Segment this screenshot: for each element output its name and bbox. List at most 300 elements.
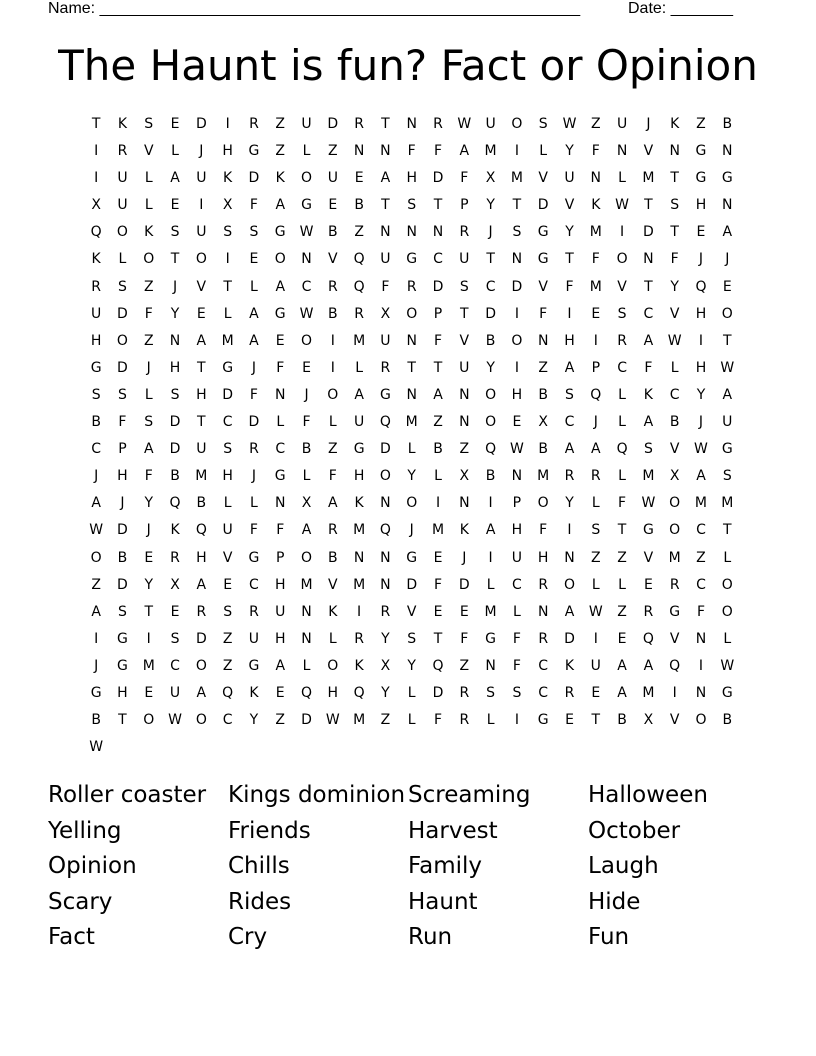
grid-letter[interactable]: B — [538, 441, 548, 458]
grid-letter[interactable]: I — [593, 332, 598, 349]
grid-letter[interactable]: Z — [222, 630, 233, 647]
grid-letter[interactable]: U — [222, 522, 233, 539]
grid-letter[interactable]: J — [251, 359, 256, 376]
grid-letter[interactable]: S — [459, 278, 469, 295]
grid-letter[interactable]: T — [144, 603, 154, 620]
grid-letter[interactable]: Y — [670, 278, 679, 295]
grid-letter[interactable]: T — [118, 712, 127, 729]
grid-letter[interactable]: U — [91, 305, 102, 322]
grid-letter[interactable]: O — [669, 522, 681, 539]
grid-letter[interactable]: O — [511, 332, 523, 349]
grid-letter[interactable]: J — [698, 251, 704, 268]
grid-letter[interactable]: D — [117, 522, 128, 539]
grid-letter[interactable]: K — [170, 522, 180, 539]
grid-letter[interactable]: N — [406, 386, 417, 403]
grid-letter[interactable]: Z — [696, 549, 706, 566]
grid-letter[interactable]: C — [249, 576, 259, 593]
grid-letter[interactable]: Q — [353, 278, 365, 295]
grid-letter[interactable]: Q — [353, 684, 365, 701]
grid-letter[interactable]: I — [514, 305, 519, 322]
grid-letter[interactable]: B — [117, 549, 128, 566]
grid-letter[interactable]: T — [223, 278, 232, 295]
grid-letter[interactable]: D — [327, 116, 339, 132]
grid-letter[interactable]: B — [91, 712, 101, 729]
grid-letter[interactable]: I — [94, 143, 99, 160]
grid-letter[interactable]: E — [144, 549, 154, 566]
grid-letter[interactable]: Z — [459, 657, 470, 674]
grid-letter[interactable]: T — [670, 224, 679, 241]
grid-letter[interactable]: G — [248, 143, 260, 160]
grid-letter[interactable]: V — [669, 305, 680, 322]
grid-letter[interactable]: G — [406, 549, 418, 566]
grid-letter[interactable]: X — [380, 305, 391, 322]
grid-letter[interactable]: R — [538, 576, 549, 593]
grid-letter[interactable]: N — [537, 603, 549, 620]
grid-letter[interactable]: T — [722, 332, 732, 349]
grid-letter[interactable]: U — [380, 251, 391, 268]
grid-letter[interactable]: J — [251, 468, 256, 485]
grid-letter[interactable]: Z — [696, 116, 706, 132]
grid-letter[interactable]: G — [721, 170, 733, 187]
grid-letter[interactable]: Z — [275, 116, 286, 132]
grid-letter[interactable]: G — [90, 359, 102, 376]
grid-letter[interactable]: J — [698, 414, 704, 431]
grid-letter[interactable]: N — [274, 495, 286, 512]
grid-letter[interactable]: G — [301, 197, 312, 214]
grid-letter[interactable]: W — [641, 495, 656, 512]
grid-letter[interactable]: C — [643, 305, 654, 322]
grid-letter[interactable]: E — [696, 224, 706, 241]
grid-letter[interactable]: R — [249, 441, 259, 458]
grid-letter[interactable]: I — [567, 305, 572, 322]
grid-letter[interactable]: N — [511, 468, 523, 485]
grid-letter[interactable]: K — [328, 603, 338, 620]
grid-letter[interactable]: E — [170, 116, 180, 132]
grid-letter[interactable]: G — [379, 386, 391, 403]
grid-letter[interactable]: S — [170, 386, 180, 403]
grid-letter[interactable]: V — [643, 549, 654, 566]
grid-letter[interactable]: K — [354, 495, 364, 512]
grid-letter[interactable]: L — [723, 630, 732, 647]
grid-letter[interactable]: X — [459, 468, 470, 485]
grid-letter[interactable]: P — [433, 305, 443, 322]
grid-letter[interactable]: W — [720, 657, 735, 674]
grid-letter[interactable]: T — [512, 197, 522, 214]
grid-letter[interactable]: W — [299, 305, 314, 322]
grid-letter[interactable]: T — [433, 359, 443, 376]
grid-letter[interactable]: V — [143, 143, 154, 160]
grid-letter[interactable]: A — [459, 143, 470, 160]
grid-letter[interactable]: T — [644, 278, 653, 295]
grid-letter[interactable]: B — [617, 712, 627, 729]
grid-letter[interactable]: J — [146, 359, 151, 376]
grid-letter[interactable]: V — [222, 549, 233, 566]
grid-letter[interactable]: K — [91, 251, 101, 268]
grid-letter[interactable]: L — [486, 576, 495, 593]
grid-letter[interactable]: G — [117, 657, 128, 674]
grid-letter[interactable]: E — [354, 170, 364, 187]
grid-letter[interactable]: G — [721, 441, 733, 458]
grid-letter[interactable]: O — [485, 386, 497, 403]
grid-letter[interactable]: R — [354, 116, 364, 132]
grid-letter[interactable]: Z — [275, 712, 286, 729]
grid-letter[interactable]: C — [485, 278, 496, 295]
grid-letter[interactable]: V — [538, 278, 548, 295]
grid-letter[interactable]: S — [249, 224, 259, 241]
grid-letter[interactable]: Y — [565, 143, 574, 160]
grid-letter[interactable]: B — [722, 116, 733, 132]
grid-letter[interactable]: E — [170, 197, 180, 214]
grid-letter[interactable]: L — [618, 468, 626, 485]
grid-letter[interactable]: M — [537, 468, 550, 485]
grid-letter[interactable]: C — [696, 576, 706, 593]
grid-letter[interactable]: J — [146, 522, 151, 539]
grid-letter[interactable]: D — [406, 576, 418, 593]
grid-letter[interactable]: C — [433, 251, 443, 268]
grid-letter[interactable]: D — [117, 359, 128, 376]
grid-letter[interactable]: J — [646, 116, 651, 132]
grid-letter[interactable]: X — [222, 197, 233, 214]
grid-letter[interactable]: N — [406, 332, 417, 349]
grid-letter[interactable]: R — [643, 603, 654, 620]
grid-letter[interactable]: S — [118, 603, 127, 620]
grid-letter[interactable]: M — [642, 170, 655, 187]
grid-letter[interactable]: C — [301, 278, 312, 295]
grid-letter[interactable]: Q — [353, 251, 365, 268]
grid-letter[interactable]: L — [407, 712, 416, 729]
grid-letter[interactable]: N — [301, 251, 312, 268]
grid-letter[interactable]: U — [169, 684, 181, 701]
grid-letter[interactable]: B — [328, 549, 338, 566]
grid-letter[interactable]: A — [433, 386, 443, 403]
grid-letter[interactable]: R — [117, 143, 128, 160]
grid-letter[interactable]: W — [509, 441, 524, 458]
grid-letter[interactable]: A — [249, 305, 259, 322]
grid-letter[interactable]: H — [327, 684, 339, 701]
grid-letter[interactable]: R — [249, 116, 259, 132]
grid-letter[interactable]: Q — [669, 657, 681, 674]
grid-letter[interactable]: L — [302, 143, 311, 160]
grid-letter[interactable]: H — [196, 549, 207, 566]
grid-letter[interactable]: L — [223, 495, 232, 512]
grid-letter[interactable]: L — [618, 414, 626, 431]
grid-letter[interactable]: N — [380, 224, 391, 241]
grid-letter[interactable]: T — [486, 251, 495, 268]
grid-letter[interactable]: Z — [91, 576, 101, 593]
grid-letter[interactable]: F — [118, 414, 127, 431]
grid-letter[interactable]: B — [301, 441, 312, 458]
grid-letter[interactable]: F — [433, 143, 443, 160]
grid-letter[interactable]: R — [249, 603, 259, 620]
grid-letter[interactable]: Q — [379, 522, 391, 539]
grid-letter[interactable]: C — [275, 441, 286, 458]
grid-letter[interactable]: R — [617, 332, 627, 349]
grid-letter[interactable]: O — [406, 305, 418, 322]
grid-letter[interactable]: M — [353, 332, 366, 349]
grid-letter[interactable]: H — [222, 468, 233, 485]
grid-letter[interactable]: V — [617, 278, 627, 295]
grid-letter[interactable]: Y — [144, 495, 154, 512]
grid-letter[interactable]: B — [538, 386, 548, 403]
grid-letter[interactable]: Q — [222, 684, 234, 701]
grid-letter[interactable]: L — [618, 170, 626, 187]
grid-letter[interactable]: A — [564, 441, 575, 458]
grid-letter[interactable]: P — [118, 441, 127, 458]
grid-letter[interactable]: L — [618, 576, 626, 593]
grid-letter[interactable]: S — [223, 441, 233, 458]
grid-letter[interactable]: W — [615, 197, 629, 214]
grid-letter[interactable]: B — [328, 224, 338, 241]
grid-letter[interactable]: Z — [538, 359, 548, 376]
grid-letter[interactable]: O — [721, 603, 733, 620]
grid-letter[interactable]: Z — [222, 657, 233, 674]
grid-letter[interactable]: H — [406, 170, 417, 187]
grid-letter[interactable]: U — [722, 414, 733, 431]
grid-letter[interactable]: T — [617, 522, 627, 539]
grid-letter[interactable]: X — [380, 657, 391, 674]
grid-letter[interactable]: L — [407, 441, 416, 458]
grid-letter[interactable]: E — [275, 332, 285, 349]
grid-letter[interactable]: L — [591, 576, 600, 593]
grid-letter[interactable]: F — [512, 630, 521, 647]
grid-letter[interactable]: S — [407, 197, 417, 214]
grid-letter[interactable]: U — [485, 116, 496, 132]
grid-letter[interactable]: P — [591, 359, 601, 376]
grid-letter[interactable]: N — [274, 386, 286, 403]
grid-letter[interactable]: H — [196, 386, 207, 403]
grid-letter[interactable]: E — [170, 603, 180, 620]
grid-letter[interactable]: Z — [380, 712, 391, 729]
grid-letter[interactable]: J — [725, 251, 730, 268]
grid-letter[interactable]: E — [144, 684, 154, 701]
grid-letter[interactable]: W — [325, 712, 340, 729]
grid-letter[interactable]: B — [669, 414, 680, 431]
grid-letter[interactable]: O — [274, 251, 286, 268]
grid-letter[interactable]: G — [695, 170, 707, 187]
grid-letter[interactable]: M — [694, 495, 708, 512]
grid-letter[interactable]: G — [248, 657, 260, 674]
grid-letter[interactable]: O — [116, 332, 128, 349]
grid-letter[interactable]: M — [405, 414, 418, 431]
grid-letter[interactable]: U — [459, 251, 470, 268]
grid-letter[interactable]: F — [539, 305, 548, 322]
grid-letter[interactable]: S — [407, 630, 417, 647]
grid-letter[interactable]: O — [195, 712, 207, 729]
grid-letter[interactable]: E — [591, 305, 601, 322]
grid-letter[interactable]: V — [406, 603, 417, 620]
grid-letter[interactable]: A — [643, 332, 654, 349]
grid-letter[interactable]: Q — [616, 441, 628, 458]
grid-letter[interactable]: S — [118, 386, 127, 403]
grid-letter[interactable]: L — [539, 143, 548, 160]
grid-letter[interactable]: T — [591, 712, 601, 729]
grid-letter[interactable]: L — [355, 359, 364, 376]
grid-letter[interactable]: C — [222, 712, 233, 729]
grid-letter[interactable]: R — [564, 684, 575, 701]
grid-letter[interactable]: E — [565, 712, 574, 729]
grid-letter[interactable]: I — [567, 522, 572, 539]
grid-letter[interactable]: N — [459, 386, 470, 403]
grid-letter[interactable]: G — [669, 603, 681, 620]
grid-letter[interactable]: R — [433, 116, 443, 132]
grid-letter[interactable]: H — [695, 197, 707, 214]
grid-letter[interactable]: Y — [696, 386, 706, 403]
grid-letter[interactable]: L — [171, 143, 179, 160]
grid-letter[interactable]: O — [616, 251, 628, 268]
grid-letter[interactable]: K — [591, 197, 601, 214]
grid-letter[interactable]: A — [643, 657, 654, 674]
grid-letter[interactable]: A — [196, 332, 207, 349]
grid-letter[interactable]: T — [433, 630, 443, 647]
grid-letter[interactable]: L — [223, 305, 232, 322]
grid-letter[interactable]: E — [196, 305, 206, 322]
grid-letter[interactable]: K — [144, 224, 154, 241]
grid-letter[interactable]: M — [142, 657, 155, 674]
grid-letter[interactable]: V — [564, 197, 575, 214]
grid-letter[interactable]: G — [537, 712, 549, 729]
grid-letter[interactable]: H — [90, 332, 102, 349]
grid-letter[interactable]: A — [380, 170, 391, 187]
grid-letter[interactable]: T — [670, 170, 679, 187]
grid-letter[interactable]: Z — [433, 414, 443, 431]
grid-letter[interactable]: O — [327, 657, 339, 674]
grid-letter[interactable]: F — [433, 712, 443, 729]
grid-letter[interactable]: T — [381, 197, 390, 214]
grid-letter[interactable]: D — [458, 576, 470, 593]
grid-letter[interactable]: I — [514, 143, 519, 160]
grid-letter[interactable]: F — [249, 197, 258, 214]
grid-letter[interactable]: Y — [249, 712, 259, 729]
grid-letter[interactable]: S — [617, 305, 627, 322]
grid-letter[interactable]: L — [670, 359, 679, 376]
grid-letter[interactable]: A — [722, 386, 733, 403]
grid-letter[interactable]: H — [169, 359, 181, 376]
grid-letter[interactable]: F — [512, 657, 521, 674]
grid-letter[interactable]: O — [721, 305, 733, 322]
grid-letter[interactable]: H — [222, 143, 233, 160]
grid-letter[interactable]: J — [199, 143, 204, 160]
grid-letter[interactable]: D — [301, 712, 312, 729]
grid-letter[interactable]: H — [511, 386, 523, 403]
grid-letter[interactable]: N — [353, 549, 365, 566]
grid-letter[interactable]: A — [275, 657, 286, 674]
grid-letter[interactable]: A — [722, 224, 733, 241]
grid-letter[interactable]: A — [301, 522, 312, 539]
grid-letter[interactable]: A — [591, 441, 601, 458]
grid-letter[interactable]: M — [221, 332, 234, 349]
grid-letter[interactable]: D — [169, 414, 181, 431]
grid-letter[interactable]: Y — [565, 495, 574, 512]
grid-letter[interactable]: S — [223, 603, 233, 620]
grid-letter[interactable]: N — [722, 143, 733, 160]
grid-letter[interactable]: M — [300, 576, 313, 593]
grid-letter[interactable]: A — [196, 684, 207, 701]
grid-letter[interactable]: N — [695, 684, 707, 701]
grid-letter[interactable]: F — [618, 495, 627, 512]
grid-letter[interactable]: O — [563, 576, 575, 593]
grid-letter[interactable]: A — [143, 441, 154, 458]
grid-letter[interactable]: J — [172, 278, 178, 295]
grid-letter[interactable]: J — [120, 495, 125, 512]
grid-letter[interactable]: G — [274, 224, 286, 241]
grid-letter[interactable]: P — [512, 495, 522, 512]
grid-letter[interactable]: E — [302, 359, 311, 376]
grid-letter[interactable]: A — [91, 495, 101, 512]
grid-letter[interactable]: R — [406, 278, 417, 295]
grid-letter[interactable]: Q — [590, 386, 602, 403]
grid-letter[interactable]: N — [459, 414, 470, 431]
grid-letter[interactable]: Z — [459, 441, 470, 458]
grid-letter[interactable]: A — [275, 278, 286, 295]
grid-letter[interactable]: D — [537, 197, 549, 214]
grid-letter[interactable]: G — [537, 251, 549, 268]
grid-letter[interactable]: J — [94, 657, 99, 674]
grid-letter[interactable]: G — [485, 630, 497, 647]
grid-letter[interactable]: U — [117, 170, 128, 187]
grid-letter[interactable]: K — [670, 116, 680, 132]
grid-letter[interactable]: E — [459, 603, 469, 620]
grid-letter[interactable]: Q — [432, 657, 444, 674]
grid-letter[interactable]: K — [223, 170, 233, 187]
grid-letter[interactable]: R — [170, 549, 180, 566]
grid-letter[interactable]: H — [353, 468, 365, 485]
grid-letter[interactable]: O — [406, 495, 418, 512]
grid-letter[interactable]: O — [379, 468, 391, 485]
grid-letter[interactable]: Y — [170, 305, 180, 322]
grid-letter[interactable]: R — [327, 522, 338, 539]
grid-letter[interactable]: Q — [90, 224, 102, 241]
grid-letter[interactable]: X — [538, 414, 548, 431]
grid-letter[interactable]: S — [512, 224, 522, 241]
grid-letter[interactable]: I — [146, 630, 151, 647]
grid-letter[interactable]: K — [117, 116, 128, 132]
grid-letter[interactable]: X — [91, 197, 101, 214]
grid-letter[interactable]: W — [667, 332, 682, 349]
grid-letter[interactable]: B — [196, 495, 207, 512]
grid-letter[interactable]: L — [250, 495, 258, 512]
grid-letter[interactable]: T — [381, 116, 390, 132]
grid-letter[interactable]: A — [617, 657, 627, 674]
grid-letter[interactable]: I — [698, 657, 704, 674]
grid-letter[interactable]: M — [484, 603, 497, 620]
grid-letter[interactable]: Z — [354, 224, 364, 241]
grid-letter[interactable]: N — [616, 143, 628, 160]
grid-letter[interactable]: I — [357, 603, 362, 620]
grid-letter[interactable]: U — [353, 414, 365, 431]
grid-letter[interactable]: M — [642, 684, 655, 701]
grid-letter[interactable]: G — [90, 684, 102, 701]
grid-letter[interactable]: N — [590, 170, 602, 187]
grid-letter[interactable]: A — [617, 684, 627, 701]
grid-letter[interactable]: I — [514, 712, 519, 729]
grid-letter[interactable]: I — [488, 495, 493, 512]
grid-letter[interactable]: P — [460, 197, 469, 214]
grid-letter[interactable]: Y — [407, 657, 416, 674]
grid-letter[interactable]: U — [380, 332, 391, 349]
grid-letter[interactable]: C — [669, 386, 680, 403]
grid-letter[interactable]: W — [457, 116, 472, 132]
grid-letter[interactable]: B — [485, 332, 496, 349]
grid-letter[interactable]: E — [249, 251, 259, 268]
grid-letter[interactable]: Q — [379, 414, 391, 431]
grid-letter[interactable]: L — [144, 386, 153, 403]
grid-letter[interactable]: R — [196, 603, 207, 620]
grid-letter[interactable]: H — [695, 359, 707, 376]
grid-letter[interactable]: G — [537, 224, 549, 241]
grid-letter[interactable]: N — [169, 332, 181, 349]
grid-letter[interactable]: F — [144, 468, 153, 485]
grid-letter[interactable]: W — [168, 712, 182, 729]
